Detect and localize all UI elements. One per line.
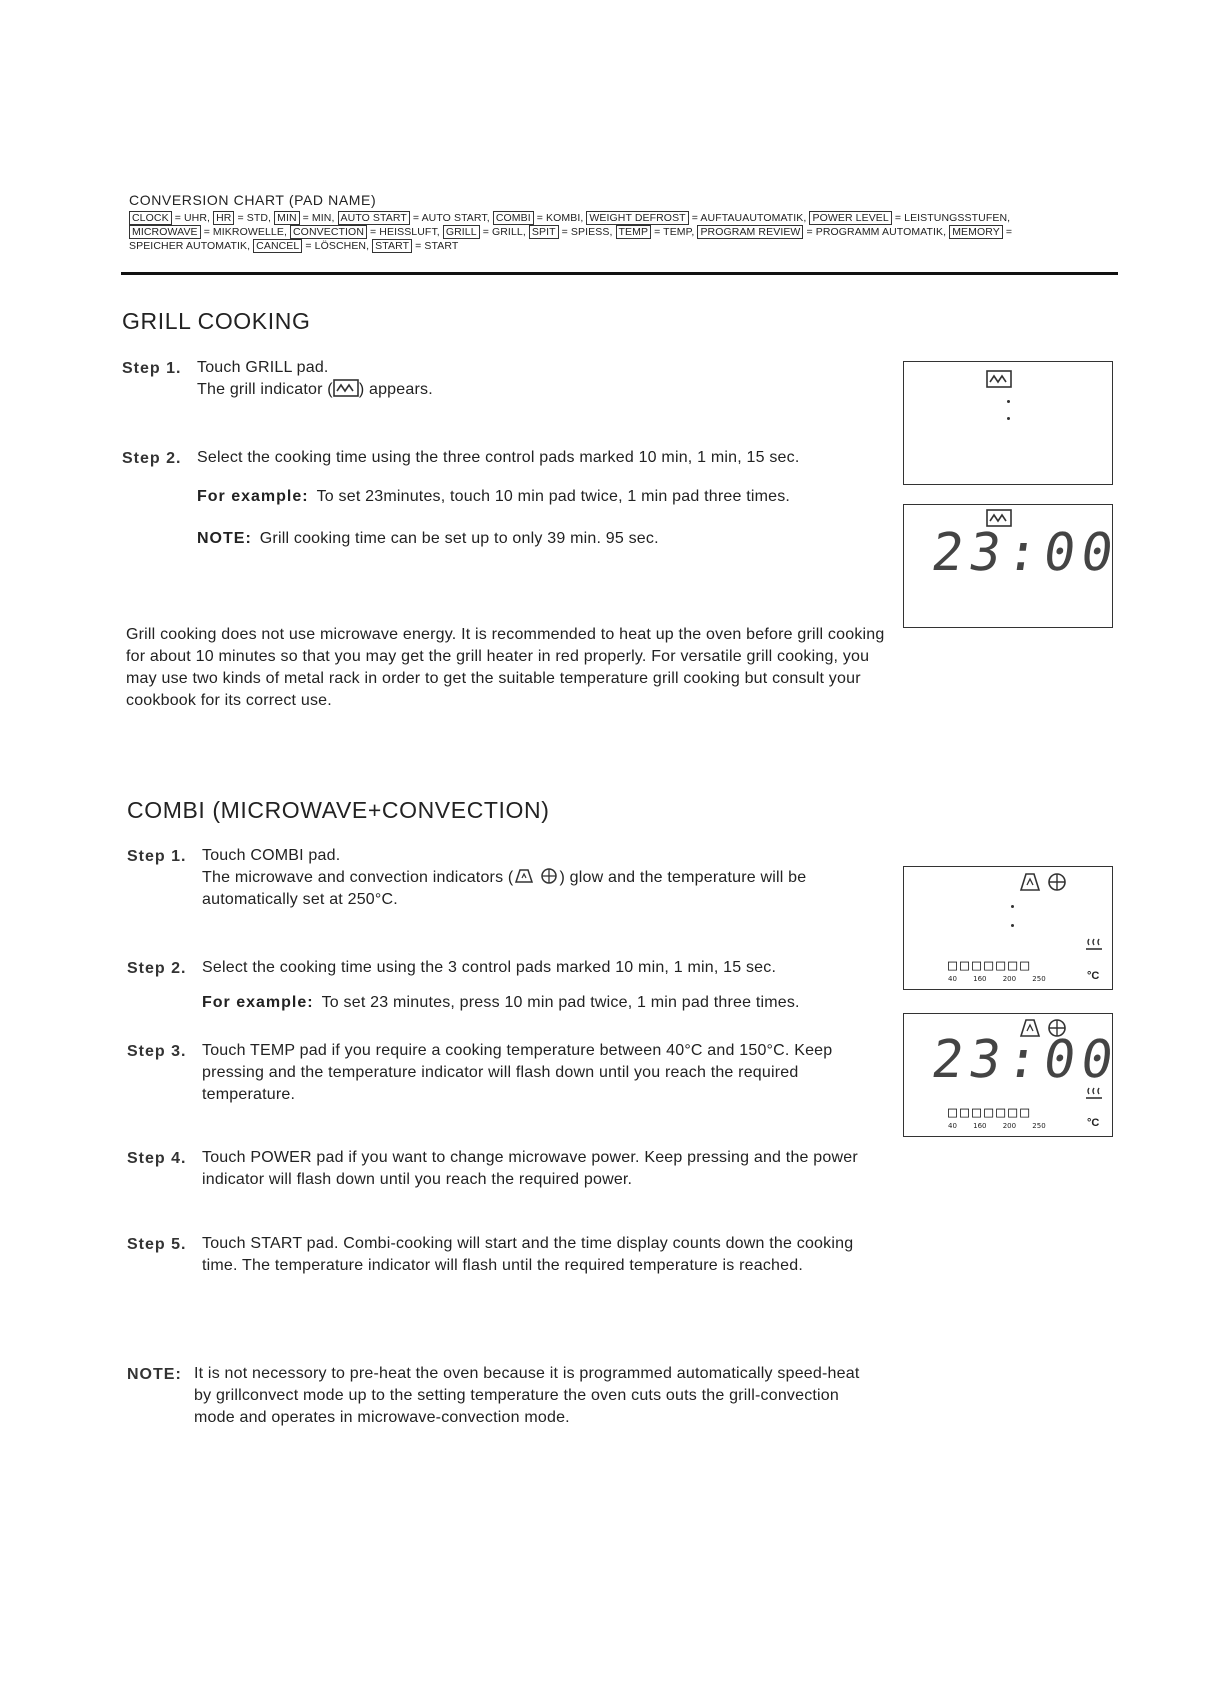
indicator-dot [1011,924,1014,927]
grill-icon [333,379,359,397]
temperature-scale: 40 160 200 250 [948,975,1046,983]
grill-step2-label: Step 2. [122,450,182,467]
convection-fan-icon [539,867,559,885]
pad-name: MICROWAVE [129,225,201,239]
grill-heading: GRILL COOKING [122,308,311,334]
combi-step5-label: Step 5. [127,1236,187,1253]
pad-name: START [372,239,412,253]
combi-example-text: To set 23 minutes, press 10 min pad twice, 1 min pad three times. [321,994,800,1011]
grill-step1-label: Step 1. [122,360,182,377]
combi-step3-text: Touch TEMP pad if you require a cooking temperature between 40°C and 150°C. Keep pressing and the temperature indicator will flash down until you reach the required temperature. [202,1042,833,1103]
grill-paragraph: Grill cooking does not use microwave energy. It is recommended to heat up the oven before grill cooking for about 10 minutes so that you may get the grill heater in red properly. For versatile grill cooking, you may use two kinds of metal rack in order to get the suitable temperature grill cooking but consult your cookbook for its correct use. [126,626,885,709]
combi-step1-line2-post: ) glow and the temperature will be automatically set at 250°C. [202,869,807,908]
grill-step1-line2-pre: The grill indicator ( [197,381,333,398]
grill-display-2 [903,504,1123,628]
grill-note-text: Grill cooking time can be set up to only 39 min. 95 sec. [259,530,659,547]
temperature-scale: 40 160 200 250 [948,1122,1046,1130]
section-divider [121,272,1118,275]
combi-step1-line2 [202,867,867,911]
temperature-unit: °C [1087,970,1100,982]
pad-translation: = TEMP, [654,226,695,238]
temperature-unit: °C [1087,1117,1100,1129]
microwave-icon [513,867,535,885]
grill-step2-text: Select the cooking time using the three control pads marked 10 min, 1 min, 15 sec. [197,449,800,466]
grill-step1-line1: Touch GRILL pad. [197,359,329,376]
pad-translation: = KOMBI, [536,212,584,224]
grill-time-readout: 23:00 [927,523,1123,583]
grill-display-1 [903,361,1113,485]
combi-display-2 [903,1013,1123,1137]
combi-step4-text: Touch POWER pad if you want to change microwave power. Keep pressing and the power indicator will flash down until you reach the required power. [202,1149,858,1188]
pad-name: SPIT [529,225,559,239]
combi-step2-label: Step 2. [127,960,187,977]
combi-example [202,992,892,1014]
combi-step1-text [202,845,867,911]
pad-translation: = UHR, [174,212,211,224]
grill-step1-line2-post: ) appears. [358,381,433,398]
combi-time-readout: 23:00 [927,1030,1123,1090]
pad-name: PROGRAM REVIEW [697,225,803,239]
combi-heading: COMBI (MICROWAVE+CONVECTION) [127,797,550,823]
pad-name: CLOCK [129,211,172,225]
combi-step4-label: Step 4. [127,1150,187,1167]
pad-translation: = GRILL, [482,226,526,238]
pad-translation: = LÖSCHEN, [305,240,370,252]
grill-example [197,486,887,508]
combi-example-label: For example: [202,994,314,1011]
grill-example-text: To set 23minutes, touch 10 min pad twice, 1 min pad three times. [316,488,791,505]
pad-translation: = SPEICHER AUTOMATIK, [129,226,1013,252]
combi-step1-label: Step 1. [127,848,187,865]
grill-note [197,528,887,550]
pad-name: GRILL [443,225,480,239]
pad-name: TEMP [616,225,652,239]
conversion-chart [129,192,1049,253]
pad-name: AUTO START [338,211,410,225]
grill-example-label: For example: [197,488,309,505]
pad-translation: = MIN, [302,212,335,224]
combi-note-label: NOTE: [127,1366,182,1383]
combi-note-text: It is not necessory to pre-heat the oven because it is programmed automatically speed-heat by grillconvect mode up to the setting temperature the oven cuts outs the grill-convection mode and operates in microwave-convection mode. [194,1365,860,1426]
pad-translation: = LEISTUNGSSTUFEN, [894,212,1011,224]
pad-name: COMBI [493,211,534,225]
pad-translation: = AUTO START, [412,212,490,224]
combi-step2-text: Select the cooking time using the 3 control pads marked 10 min, 1 min, 15 sec. [202,959,777,976]
pad-name: POWER LEVEL [809,211,891,225]
grill-indicator-icon [986,370,1012,388]
combi-step1-line2-pre: The microwave and convection indicators ( [202,869,514,886]
pad-translation: = STD, [237,212,272,224]
combi-display-1 [903,866,1113,990]
conversion-chart-title: CONVERSION CHART (PAD NAME) [129,192,377,208]
indicator-dot [1007,417,1010,420]
heat-indicator-icon [1085,1086,1103,1102]
pad-name: MIN [274,211,300,225]
pad-name: HR [213,211,234,225]
pad-translation: = START [415,240,459,252]
pad-name: CANCEL [253,239,302,253]
grill-step1-text [197,357,847,401]
heat-indicator-icon [1085,937,1103,953]
pad-name: CONVECTION [290,225,367,239]
grill-note-label: NOTE: [197,530,252,547]
conversion-list [129,211,1049,253]
pad-name: WEIGHT DEFROST [586,211,688,225]
pad-translation: = SPIESS, [561,226,613,238]
temperature-bar: □□□□□□□ [948,1103,1033,1121]
pad-name: MEMORY [949,225,1003,239]
indicator-dot [1007,400,1010,403]
pad-translation: = HEISSLUFT, [370,226,440,238]
indicator-dot [1011,905,1014,908]
grill-step1-line2 [197,379,847,401]
temperature-bar: □□□□□□□ [948,956,1033,974]
pad-translation: = MIKROWELLE, [203,226,287,238]
combi-step5-text: Touch START pad. Combi-cooking will start and the time display counts down the cooking time. The temperature indicator will flash until the required temperature is reached. [202,1235,854,1274]
convection-indicator-icon [1047,872,1067,892]
combi-step3-label: Step 3. [127,1043,187,1060]
combi-step1-line1: Touch COMBI pad. [202,847,341,864]
pad-translation: = PROGRAMM AUTOMATIK, [806,226,947,238]
pad-translation: = AUFTAUAUTOMATIK, [691,212,807,224]
microwave-indicator-icon [1018,871,1042,893]
